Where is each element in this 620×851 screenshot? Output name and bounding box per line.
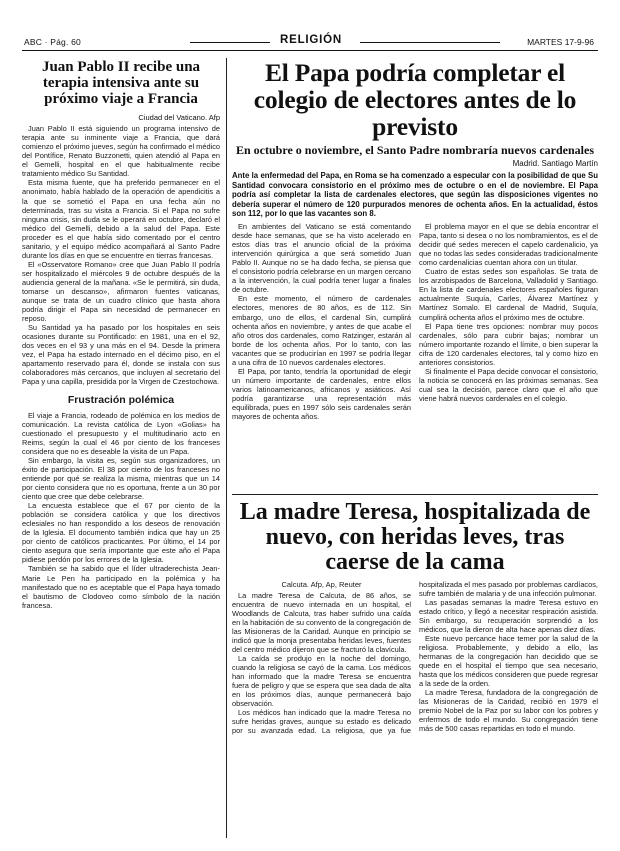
paragraph: El Papa tiene tres opciones: nombrar muy pocos cardenales, sólo para cubrir bajas; nombrar un número importante rozando el límite, o bien superar la cifra de 120 cardenales electores, tal y como hizo en anteriores consistorios. [419, 321, 598, 367]
paragraph: El Papa, por tanto, tendría la oportunidad de elegir un número importante de cardenales, entre ellos varios latinoamericanos, africanos y asiáticos. Así podría garantizarse una representación más equilibrada, pues en 1997 sólo seis cardenales serán mayores de ochenta años. [232, 366, 411, 421]
paragraph: En ambientes del Vaticano se está comentando desde hace semanas, que se ha visto acelerado en estos días tras el anuncio oficial de la próxima intervención quirúrgica a que será sometido Juan Pablo II. Aunque no se ha dado fecha, se piensa que el consistorio podría celebrarse en un margen cercano a la intervención, la cual podría tener lugar a finales de octubre. [232, 222, 411, 295]
top-article-subtitle: En octubre o noviembre, el Santo Padre nombraría nuevos cardenales [236, 143, 594, 158]
column-divider [226, 58, 227, 838]
top-article [232, 58, 598, 490]
paragraph: Esta misma fuente, que ha preferido permanecer en el anonimato, había hablado de la operación de apendicitis a la que se sometió el Papa en una fecha aún no determinada, tras su visita a Francia. Si el Papa no sufre ninguna crisis, sin duda se le operará en octubre, declaró el médico del Gemelli, debido a la salud del Papa. Este proceder es el que había sido comentado por el centro sanitario, y el equipo médico acompañará al Santo Padre durante los días en que se encuentre en tierras francesas. [22, 178, 220, 260]
bottom-article [232, 498, 598, 843]
paragraph: Los médicos han indicado que la madre Teresa no sufre heridas graves, aunque su estado es delicado por su avanzada edad. La religiosa, que ya fue hospitalizada el mes pasado por problemas cardíacos, sufre también de malaria y de una infección pulmonar. [232, 579, 598, 736]
paragraph: Si finalmente el Papa decide convocar el consistorio, la noticia se conocerá en las próximas semanas. Sea cual sea la decisión, parece claro que el año que viene habrá nuevos cardenales en el colegio. [419, 366, 598, 403]
publication-page: ABC · Pág. 60 [24, 37, 81, 47]
paragraph: También se ha sabido que el líder ultraderechista Jean-Marie Le Pen ha participado en la polémica y ha manifestado que no es aceptable que el Papa haya tomado el bautismo de Clodoveo como símbolo de la nación francesa. [22, 564, 220, 610]
page-number: Pág. 60 [50, 37, 81, 47]
section-title: RELIGIÓN [280, 34, 342, 46]
paragraph: El «Osservatore Romano» cree que Juan Pablo II podría ser hospitalizado el miércoles 9 de octubre después de la audiencia general de la mañana. «Se le permitirá, sin duda, tomarse un descanso», afirmaron fuentes vaticanas, aunque se trata de un cuadro clínico que hasta ahora podría dirigir el Papa sin necesidad de permanecer en reposo. [22, 259, 220, 323]
paragraph: La madre Teresa, fundadora de la congregación de las Misioneras de la Caridad, recibió en 1979 el premio Nobel de la Paz por su labor con los pobres y enfermos de todo el mundo. Su congregación tiene más de 500 casas repartidas en todo el mundo. [419, 687, 598, 734]
paragraph: El viaje a Francia, rodeado de polémica en los medios de comunicación. La revista católica de Lyon «Golias» ha cuestionado el presupuesto y el multitudinario acto en Reims, según la cual el 46 por ciento de los franceses considera que no es deseable la visita de un Papa. [22, 410, 220, 457]
left-article [22, 58, 220, 838]
issue-date: MARTES 17-9-96 [527, 37, 594, 47]
left-article-title: Juan Pablo II recibe una terapia intensiva ante su próximo viaje a Francia [41, 59, 201, 107]
paragraph: El problema mayor en el que se debía encontrar el Papa, tanto si desea o no los nombramientos, es el de decidir qué sedes merecen el capelo cardenalicio, ya que no todas las sedes consideradas tradicionalmente como cardenalicias cuentan ahora con un titular. [419, 222, 598, 268]
paragraph: En este momento, el número de cardenales electores, menores de 80 años, es de 112. Sin embargo, uno de ellos, el cardenal Sin, cumplirá ochenta años en noviembre, y antes de que acabe el año otros dos cardenales, como Ratzinger, estarán al borde de los ochenta años. Por lo tanto, con las vacantes que se producirían en 1997 se podría llegar a una cifra de 10 nuevos cardenales electores. [232, 294, 411, 367]
paragraph: Las pasadas semanas la madre Teresa estuvo en estado crítico, y llegó a necesitar respiración asistida. Sin embargo, su recuperación sorprendió a los médicos, que la dieron de alta hace apenas diez días. [419, 597, 598, 634]
page-header [0, 0, 620, 48]
paragraph: La caída se produjo en la noche del domingo, cuando la religiosa se cayó de la cama. Los médicos han informado que la madre Teresa se encuentra fuera de peligro y que se espera que sea dada de alta en los próximos días, aunque permanecerá bajo observación. [232, 653, 411, 709]
left-article-dateline: Ciudad del Vaticano. Afp [138, 113, 220, 123]
paragraph: Este nuevo percance hace temer por la salud de la religiosa. Probablemente, y debido a ello, las hermanas de la congregación han decidido que se quede en el hospital el tiempo que sea necesario, hasta que los médicos consideren que puede regresar a la sede de la orden. [419, 633, 598, 688]
publication-name: ABC [24, 37, 43, 47]
top-article-title: El Papa podría completar el colegio de electores antes de lo previsto [253, 58, 577, 141]
paragraph: Juan Pablo II está siguiendo un programa intensivo de terapia ante su inminente viaje a Francia, que dará comienzo el próximo jueves, según ha confirmado el médico del Pontífice, Renato Buzzonetti, quien atendió al Papa en el Gemelli, hospital en el que habitualmente recibe tratamiento médico Su Santidad. [22, 124, 220, 179]
top-article-byline: Madrid. Santiago Martín [512, 159, 598, 169]
header-rule-right [360, 42, 500, 43]
paragraph: La encuesta establece que el 67 por ciento de la población se considera católica y que los directivos eclesiales no han respondido a los deseos de renovación de la Iglesia. El documento también indica que hay un 25 por ciento de católicos practicantes. Por último, el 14 por ciento asegura que sería importante que este año el Papa pidiese perdón por los errores de la Iglesia. [22, 501, 220, 565]
left-article-body [22, 124, 220, 609]
bottom-article-body [232, 580, 598, 843]
top-article-body [232, 222, 598, 490]
article-divider [232, 494, 598, 495]
paragraph: La madre Teresa de Calcuta, de 86 años, se encuentra de nuevo internada en un hospital, el Woodlands de Calcuta, tras haber sufrido una caída en la habitación de su convento de la congregación de las Misioneras de la Caridad. Aunque en principio se indicó que la monja presentaba heridas leves, fuentes del centro médico dijeron que se fracturó la clavícula. [232, 590, 411, 654]
bottom-article-dateline: Calcuta. Afp, Ap, Reuter [281, 579, 362, 589]
header-divider [22, 50, 598, 51]
bottom-article-title: La madre Teresa, hospitalizada de nuevo, con heridas leves, tras caerse de la cama [239, 499, 591, 576]
paragraph: Sin embargo, la visita es, según sus organizadores, un éxito de participación. El 38 por ciento de los franceses no entiende por qué se realiza la misma, mientras que un 14 por ciento considera que no es oportuna, frente a un 30 por ciento que cree que debe celebrarse. [22, 456, 220, 502]
left-article-subhead: Frustración polémica [67, 394, 175, 407]
paragraph: Su Santidad ya ha pasado por los hospitales en seis ocasiones durante su Pontificado: en 1981, una en el 92, dos veces en el 93 y una más en el 94. Desde la primera vez, el Papa ha estado internado en el décimo piso, en el apartamento reservado para él, donde se instala con sus colaboradores más cercanos, que incluyen al secretario del Papa y una capilla, presidida por la Virgen de Czestochowa. [22, 322, 220, 387]
header-rule-left [190, 42, 270, 43]
top-article-lead: Ante la enfermedad del Papa, en Roma se ha comenzado a especular con la posibilidad de que Su Santidad convocara consistorio en el próximo mes de octubre o en el de noviembre. El Papa podría así completar la lista de cardenales electores, que según las disposiciones vigentes no debería superar el número de 120 purpurados menores de ochenta años. En la actualidad, éstos son 112, por lo que las vacantes son 8. [232, 171, 598, 218]
paragraph: Cuatro de estas sedes son españolas. Se trata de los arzobispados de Barcelona, Valladolid y Santiago. En la lista de cardenales electores españoles figuran actualmente Suquía, Carles, Álvarez Martínez y Martínez Somalo. El cardenal de Madrid, Suquía, cumplirá ochenta años el próximo mes de octubre. [419, 267, 598, 322]
